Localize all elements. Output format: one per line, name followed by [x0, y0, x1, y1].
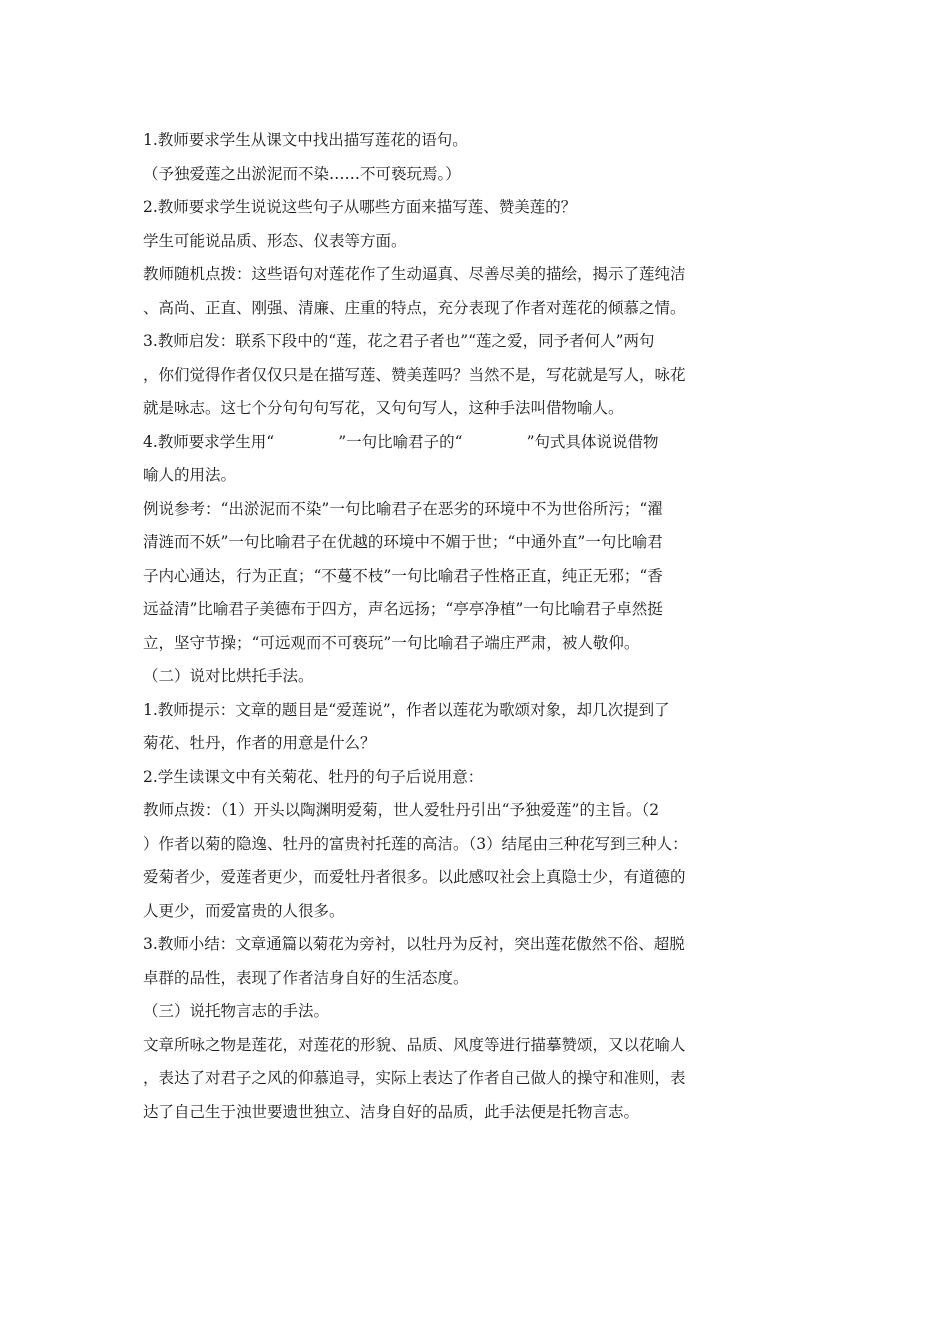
- text-line: 喻人的用法。: [143, 466, 237, 484]
- text-line: 文章所咏之物是莲花，对莲花的形貌、品质、风度等进行描摹赞颂，又以花喻人: [143, 1035, 686, 1054]
- text-line: 子内心通达，行为正直；“不蔓不枝”一句比喻君子性格正直，纯正无邪；“香: [143, 566, 663, 585]
- item4-part3: ”句式具体说说借物: [526, 432, 659, 451]
- text-line: 菊花、牡丹，作者的用意是什么？: [143, 734, 376, 752]
- item4-part1: 4.教师要求学生用“: [143, 432, 275, 451]
- text-line: 卓群的品性，表现了作者洁身自好的生活态度。: [143, 968, 469, 987]
- text-line: 教师随机点拨：这些语句对莲花作了生动逼真、尽善尽美的描绘，揭示了莲纯洁: [143, 265, 686, 283]
- text-line: 1.教师要求学生从课文中找出描写莲花的语句。: [143, 131, 468, 149]
- section-heading: （三）说托物言志的手法。: [143, 1002, 330, 1020]
- text-line: 1.教师提示：文章的题目是“爱莲说”，作者以莲花为歌颂对象，却几次提到了: [143, 700, 670, 719]
- text-line: 达了自己生于浊世要遗世独立、洁身自好的品质，此手法便是托物言志。: [143, 1102, 640, 1121]
- item4-part2: ”一句比喻君子的“: [338, 432, 463, 451]
- text-line: 3.教师启发：联系下段中的“莲，花之君子者也”“莲之爱，同予者何人”两句: [143, 332, 655, 350]
- text-line: ，表达了对君子之风的仰慕追寻，实际上表达了作者自己做人的操守和准则，表: [143, 1069, 686, 1087]
- text-line: 学生可能说品质、形态、仪表等方面。: [143, 231, 407, 250]
- text-line: ）作者以菊的隐逸、牡丹的富贵衬托莲的高洁。（3）结尾由三种花写到三种人：: [143, 834, 688, 853]
- document-body: [143, 124, 733, 1129]
- text-line: 爱菊者少，爱莲者更少，而爱牡丹者很多。以此感叹社会上真隐士少，有道德的: [143, 868, 686, 886]
- text-line: 清涟而不妖”一句比喻君子在优越的环境中不媚于世；“中通外直”一句比喻君: [143, 533, 663, 551]
- text-line: （予独爱莲之出淤泥而不染……不可亵玩焉。）: [143, 164, 461, 183]
- text-line: 教师点拨：（1）开头以陶渊明爱菊，世人爱牡丹引出“予独爱莲”的主旨。（2: [143, 801, 660, 819]
- text-line: 2.教师要求学生说说这些句子从哪些方面来描写莲、赞美莲的？: [143, 198, 577, 216]
- text-line: ，你们觉得作者仅仅只是在描写莲、赞美莲吗？当然不是，写花就是写人，咏花: [143, 365, 686, 384]
- text-line: 就是咏志。这七个分句句句写花，又句句写人，这种手法叫借物喻人。: [143, 399, 624, 417]
- text-line: 立，坚守节操；“可远观而不可亵玩”一句比喻君子端庄严肃，被人敬仰。: [143, 633, 640, 652]
- text-line: 、高尚、正直、刚强、清廉、庄重的特点，充分表现了作者对莲花的倾慕之情。: [143, 298, 686, 317]
- text-line: 2.学生读课文中有关菊花、牡丹的句子后说用意：: [143, 767, 484, 786]
- section-heading: （二）说对比烘托手法。: [143, 667, 314, 685]
- text-line: 远益清”比喻君子美德布于四方，声名远扬；“亭亭净植”一句比喻君子卓然挺: [143, 600, 663, 618]
- text-line-with-blanks: [143, 426, 733, 460]
- text-line: 例说参考：“出淤泥而不染”一句比喻君子在恶劣的环境中不为世俗所污；“濯: [143, 499, 663, 518]
- text-line: 3.教师小结：文章通篇以菊花为旁衬，以牡丹为反衬，突出莲花傲然不俗、超脱: [143, 935, 685, 953]
- text-line: 人更少，而爱富贵的人很多。: [143, 901, 345, 920]
